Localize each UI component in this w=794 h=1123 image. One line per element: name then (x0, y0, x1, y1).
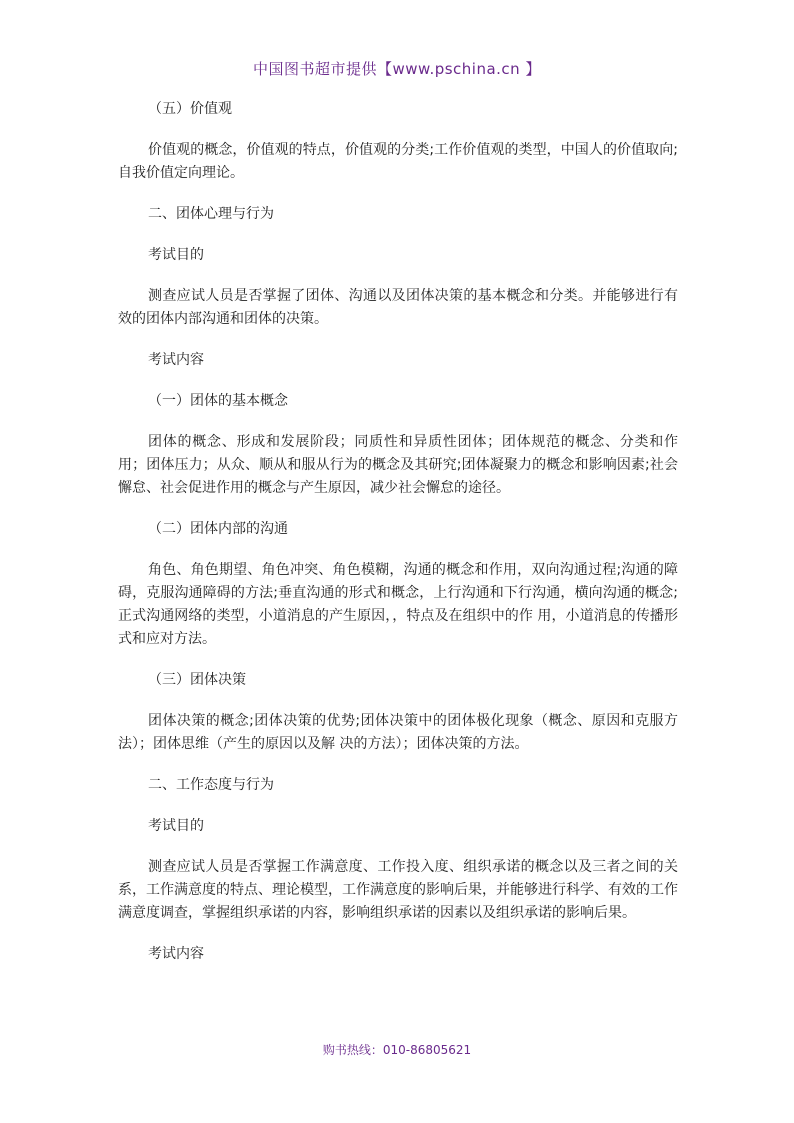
section-heading-communication: （二）团体内部的沟通 (148, 521, 288, 537)
subheading-exam-purpose-2: 考试目的 (148, 818, 204, 834)
paragraph-group-decision: 团体决策的概念;团体决策的优势;团体决策中的团体极化现象（概念、原因和克服方法）；团体思维（产生的原因以及解 决的方法）；团体决策的方法。 (118, 713, 678, 752)
subheading-exam-content: 考试内容 (148, 352, 204, 368)
section-heading-group-basics: （一）团体的基本概念 (148, 393, 288, 409)
section-heading-values: （五）价值观 (148, 101, 232, 117)
page-header: 中国图书超市提供【www.pschina.cn 】 (253, 60, 541, 78)
section-heading-group-decision: （三）团体决策 (148, 672, 246, 688)
chapter-heading-work-attitude: 二、工作态度与行为 (148, 777, 274, 793)
paragraph-communication: 角色、角色期望、角色冲突、角色模糊，沟通的概念和作用，双向沟通过程;沟通的障碍，克服沟通障碍的方法;垂直沟通的形式和概念，上行沟通和下行沟通，横向沟通的概念;正式沟通网络的类型，小道消息的产生原因，，特点及在组织中的作 用，小道消息的传播形式和应对方法。 (118, 562, 678, 647)
paragraph-group-basics: 团体的概念、形成和发展阶段；同质性和异质性团体；团体规范的概念、分类和作用；团体压力；从众、顺从和服从行为的概念及其研究;团体凝聚力的概念和影响因素;社会懈怠、社会促进作用的概念与产生原因，减少社会懈怠的途径。 (118, 434, 678, 496)
paragraph-exam-purpose: 测查应试人员是否掌握了团体、沟通以及团体决策的基本概念和分类。并能够进行有效的团体内部沟通和团体的决策。 (118, 288, 678, 327)
subheading-exam-content-2: 考试内容 (148, 946, 204, 962)
paragraph-exam-purpose-2: 测查应试人员是否掌握工作满意度、工作投入度、组织承诺的概念以及三者之间的关系，工作满意度的特点、理论模型，工作满意度的影响后果，并能够进行科学、有效的工作满意度调查，掌握组织承诺的内容，影响组织承诺的因素以及组织承诺的影响后果。 (118, 859, 678, 921)
subheading-exam-purpose: 考试目的 (148, 247, 204, 263)
page-footer: 购书热线：010-86805621 (322, 1043, 472, 1057)
chapter-heading-group: 二、团体心理与行为 (148, 206, 274, 222)
paragraph-values: 价值观的概念，价值观的特点，价值观的分类;工作价值观的类型，中国人的价值取向;自我价值定向理论。 (118, 142, 678, 181)
document-body (118, 98, 678, 966)
